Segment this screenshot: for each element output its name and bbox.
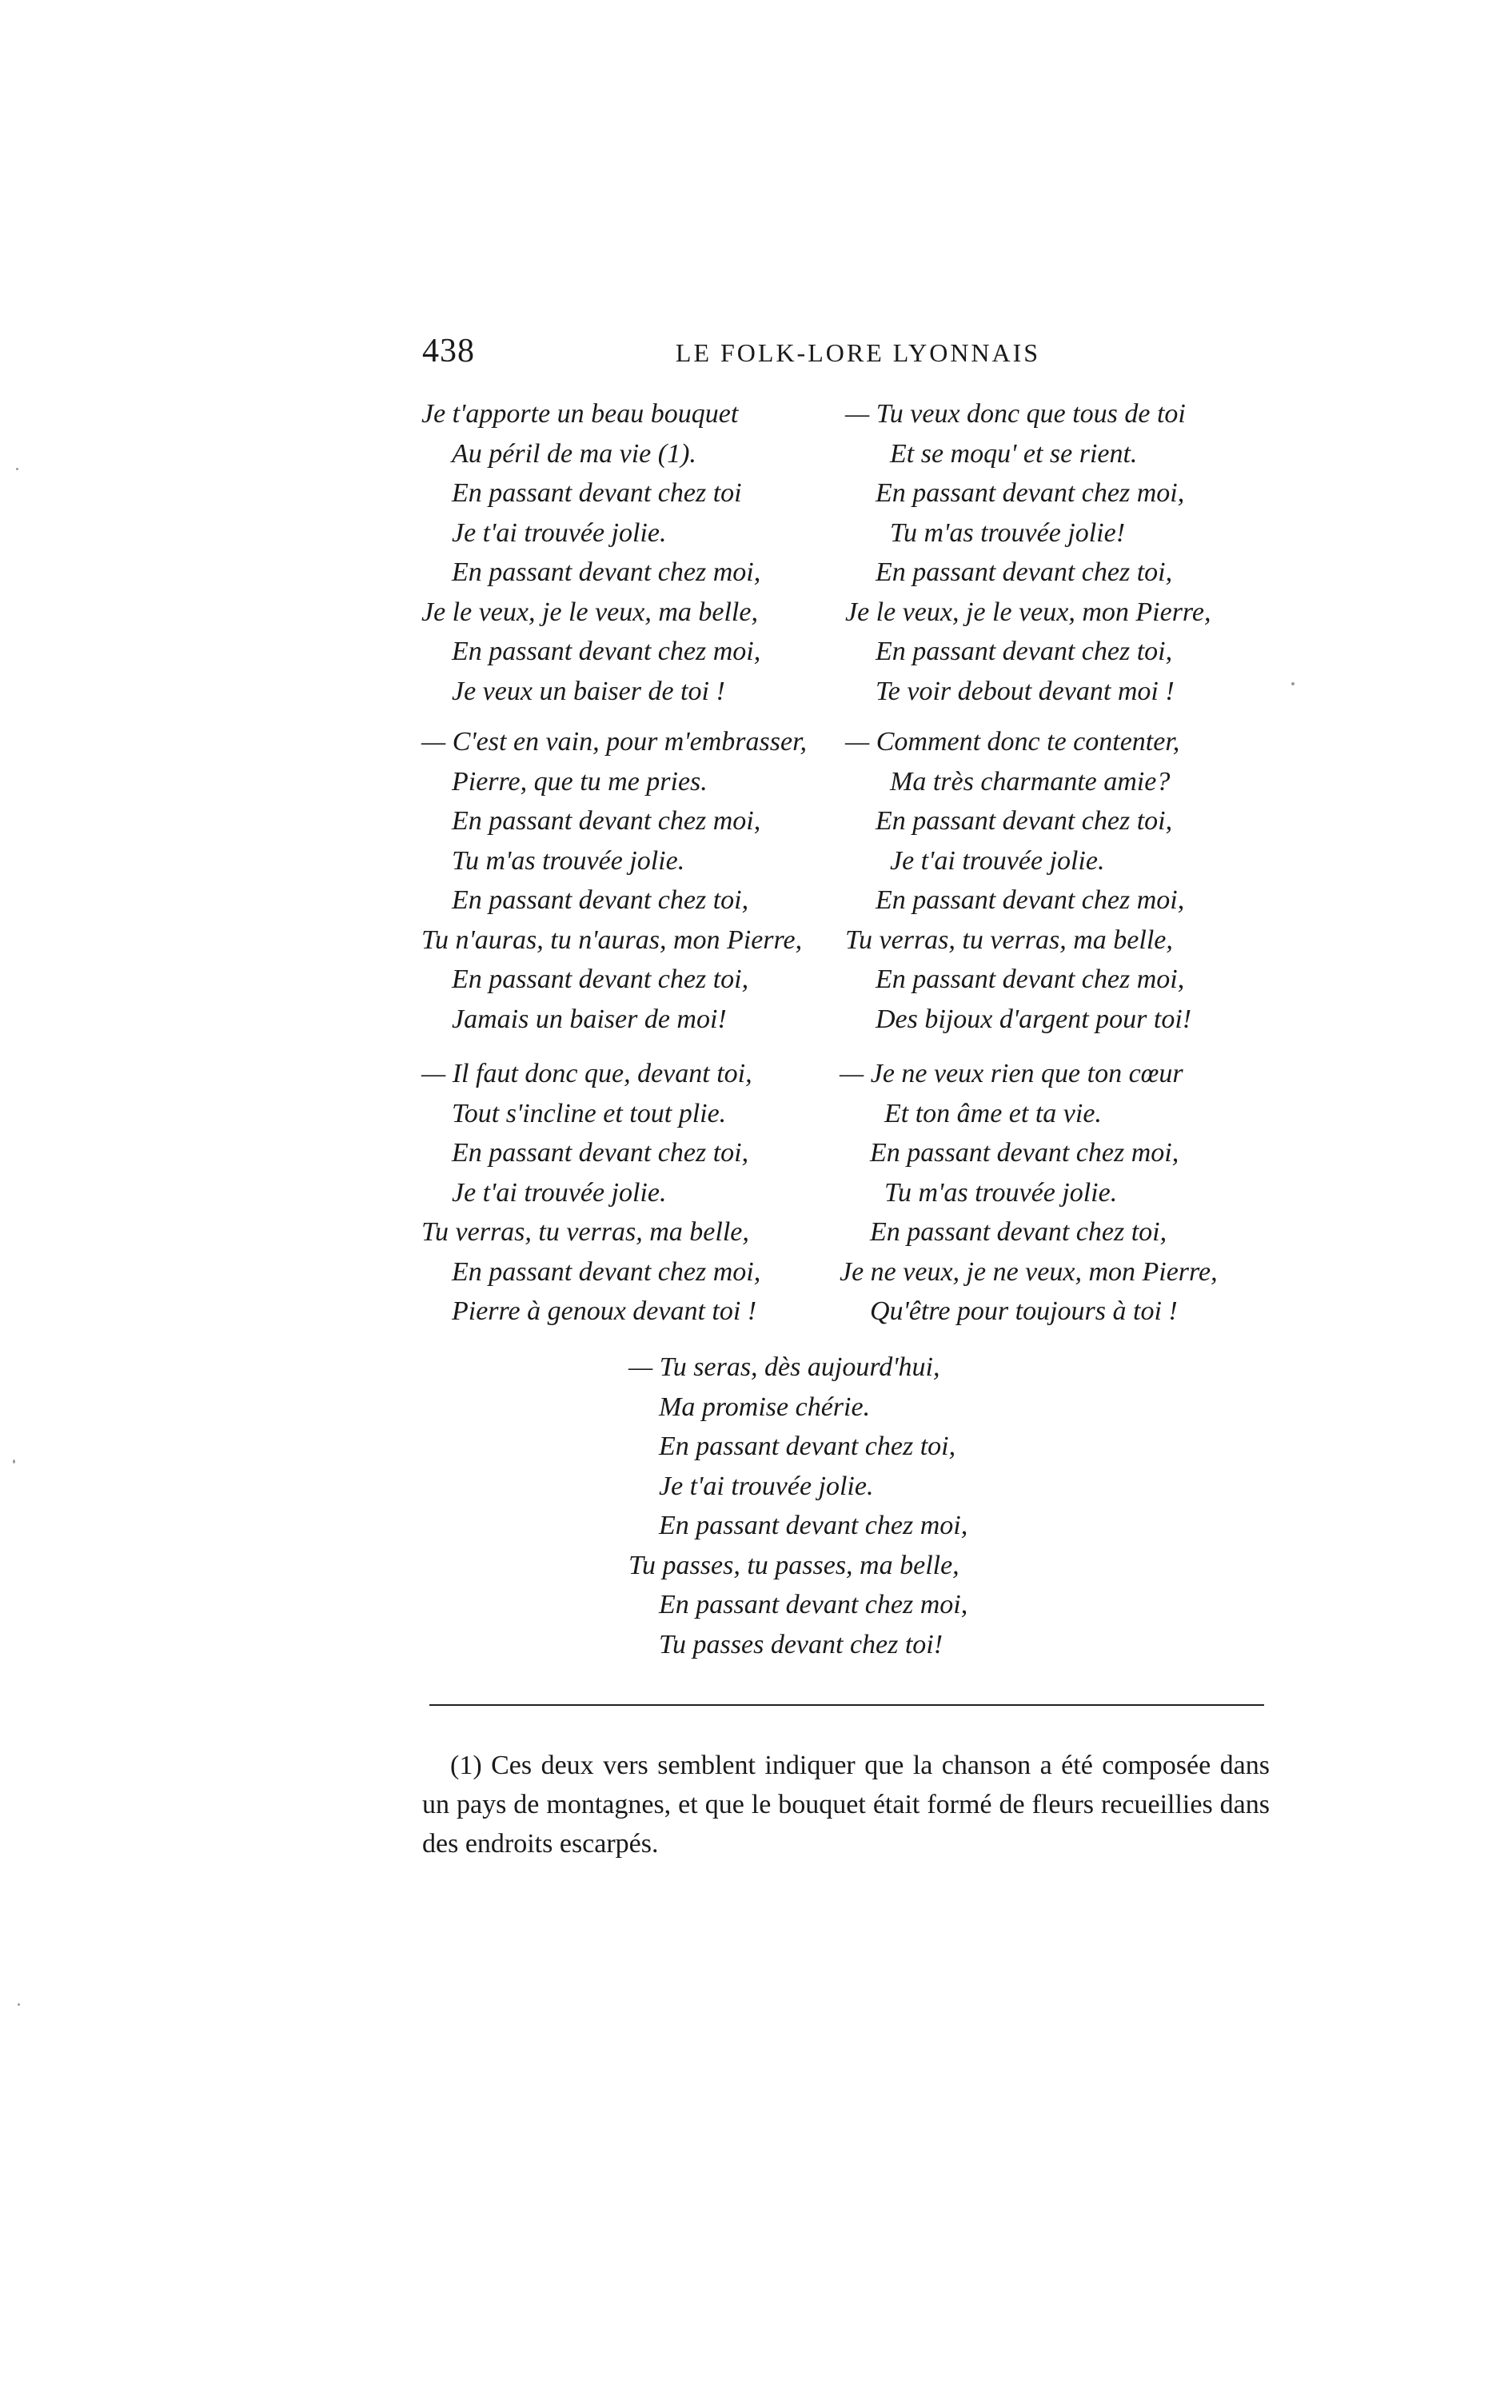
footnote [422, 1746, 1270, 1863]
verse-line: En passant devant chez toi, [452, 1138, 749, 1168]
verse-line: En passant devant chez toi, [876, 806, 1173, 836]
verse-line: Tu n'auras, tu n'auras, mon Pierre, [421, 924, 803, 955]
verse-line: Tu verras, tu verras, ma belle, [845, 924, 1173, 955]
stanza-4 [845, 722, 1191, 1039]
verse-line: Tu verras, tu verras, ma belle, [421, 1217, 749, 1247]
verse-line: — Je ne veux rien que ton cœur [840, 1059, 1183, 1088]
page-number: 438 [422, 333, 475, 369]
verse-line: Et se moqu' et se rient. [890, 438, 1138, 469]
verse-line: En passant devant chez moi, [452, 557, 761, 587]
verse-line: En passant devant chez toi, [876, 557, 1173, 587]
scan-speck [13, 1460, 15, 1464]
verse-line: Jamais un baiser de moi! [452, 1004, 727, 1034]
stanza-5 [421, 1054, 760, 1332]
verse-line: En passant devant chez moi, [452, 806, 761, 836]
footnote-separator [429, 1704, 1264, 1706]
verse-line: En passant devant chez moi, [659, 1590, 968, 1619]
verse-line: Je t'ai trouvée jolie. [452, 1177, 667, 1208]
footnote-text: (1) Ces deux vers semblent indiquer que la chanson a été composée dans un pays de montagnes, et que le bouquet était formé de fleurs recueillies dans des endroits escarpés. [422, 1751, 1270, 1859]
verse-line: Tu m'as trouvée jolie! [890, 517, 1126, 548]
verse-line: En passant devant chez toi, [870, 1217, 1167, 1247]
verse-line: Et ton âme et ta vie. [884, 1098, 1102, 1128]
verse-line: En passant devant chez toi [452, 478, 742, 508]
scan-speck [16, 468, 18, 470]
verse-line: En passant devant chez moi, [876, 964, 1185, 994]
verse-line: Je veux un baiser de toi ! [452, 676, 725, 706]
verse-line: En passant devant chez toi, [876, 637, 1173, 666]
scan-speck [18, 2003, 20, 2006]
verse-line: Je ne veux, je ne veux, mon Pierre, [840, 1256, 1218, 1287]
verse-line: Je t'apporte un beau bouquet [421, 399, 739, 429]
verse-line: En passant devant chez moi, [870, 1138, 1179, 1168]
verse-line: En passant devant chez toi, [452, 885, 749, 915]
verse-line: En passant devant chez moi, [876, 885, 1185, 915]
verse-line: Tu m'as trouvée jolie. [884, 1177, 1118, 1208]
verse-line: Pierre à genoux devant toi ! [452, 1296, 757, 1326]
verse-line: Tu passes, tu passes, ma belle, [628, 1550, 959, 1580]
verse-line: En passant devant chez moi, [452, 1256, 761, 1287]
stanza-2 [845, 394, 1211, 711]
verse-line: Ma promise chérie. [659, 1392, 871, 1422]
verse-line: — Comment donc te contenter, [845, 727, 1180, 757]
verse-line: En passant devant chez moi, [452, 637, 761, 666]
verse-line: Pierre, que tu me pries. [452, 766, 708, 797]
stanza-3 [421, 722, 807, 1039]
verse-line: En passant devant chez moi, [659, 1511, 968, 1540]
verse-line: En passant devant chez moi, [876, 478, 1185, 508]
running-title: LE FOLK-LORE LYONNAIS [675, 338, 1041, 367]
scan-speck [1291, 682, 1295, 685]
verse-line: Des bijoux d'argent pour toi! [876, 1004, 1192, 1034]
verse-line: — Tu veux donc que tous de toi [845, 399, 1186, 429]
verse-line: — C'est en vain, pour m'embrasser, [421, 727, 808, 757]
verse-line: Tu m'as trouvée jolie. [452, 845, 685, 876]
verse-line: Je le veux, je le veux, mon Pierre, [845, 597, 1211, 627]
verse-line: — Il faut donc que, devant toi, [421, 1059, 752, 1088]
stanza-7 [628, 1348, 967, 1664]
verse-line: Je t'ai trouvée jolie. [659, 1471, 874, 1501]
page-header [422, 332, 1262, 380]
verse-line: Qu'être pour toujours à toi ! [870, 1296, 1178, 1326]
verse-line: Je t'ai trouvée jolie. [452, 517, 667, 548]
verse-line: En passant devant chez toi, [659, 1432, 956, 1461]
verse-line: Je t'ai trouvée jolie. [890, 845, 1105, 876]
verse-line: — Tu seras, dès aujourd'hui, [628, 1352, 940, 1382]
verse-line: Ma très charmante amie? [890, 766, 1171, 797]
verse-line: Te voir debout devant moi ! [876, 676, 1175, 706]
verse-line: Tout s'incline et tout plie. [452, 1098, 727, 1128]
verse-line: Au péril de ma vie (1). [452, 438, 696, 469]
stanza-1 [421, 394, 760, 711]
stanza-6 [840, 1054, 1218, 1332]
verse-line: En passant devant chez toi, [452, 964, 749, 994]
verse-line: Je le veux, je le veux, ma belle, [421, 597, 758, 627]
verse-line: Tu passes devant chez toi! [659, 1629, 944, 1659]
